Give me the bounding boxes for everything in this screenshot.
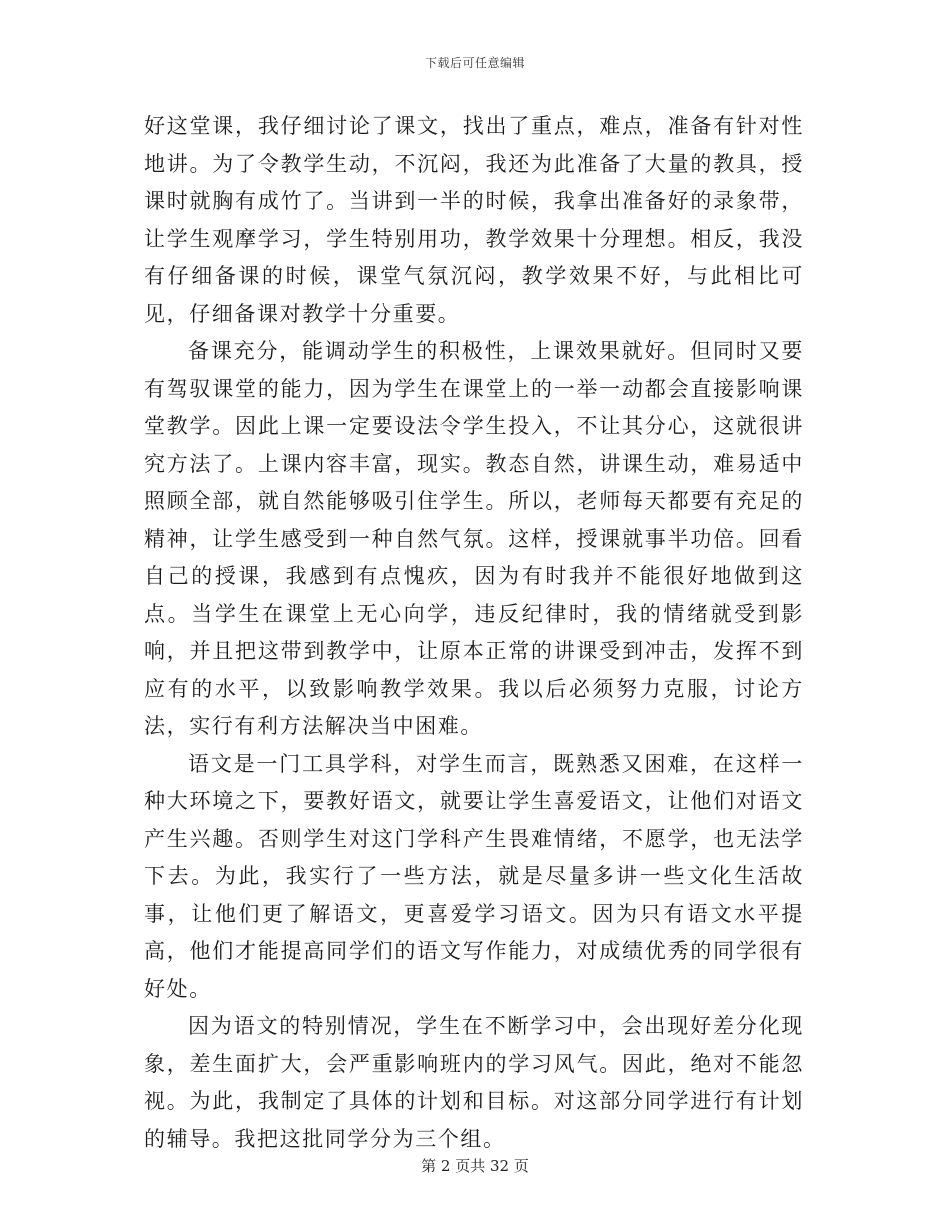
paragraph-1: 好这堂课，我仔细讨论了课文，找出了重点，难点，准备有针对性地讲。为了令教学生动，不沉闷，我还为此准备了大量的教具，授课时就胸有成竹了。当讲到一半的时候，我拿出准备好的录象带，让学生观摩学习，学生特别用功，教学效果十分理想。相反，我没有仔细备课的时候，课堂气氛沉闷，教学效果不好，与此相比可见，仔细备课对教学十分重要。: [144, 114, 804, 326]
page-footer: 第 2 页共 32 页: [421, 1157, 529, 1175]
paragraph-3: 语文是一门工具学科，对学生而言，既熟悉又困难，在这样一种大环境之下，要教好语文，就要让学生喜爱语文，让他们对语文产生兴趣。否则学生对这门学科产生畏难情绪，不愿学，也无法学下去。为此，我实行了一些方法，就是尽量多讲一些文化生活故事，让他们更了解语文，更喜爱学习语文。因为只有语文水平提高，他们才能提高同学们的语文写作能力，对成绩优秀的同学很有好处。: [144, 751, 804, 1001]
page-header: 下载后可任意编辑: [424, 56, 525, 70]
document-body: [144, 108, 804, 1158]
paragraph-2: 备课充分，能调动学生的积极性，上课效果就好。但同时又要有驾驭课堂的能力，因为学生在课堂上的一举一动都会直接影响课堂教学。因此上课一定要设法令学生投入，不让其分心，这就很讲究方法了。上课内容丰富，现实。教态自然，讲课生动，难易适中照顾全部，就自然能够吸引住学生。所以，老师每天都要有充足的精神，让学生感受到一种自然气氛。这样，授课就事半功倍。回看自己的授课，我感到有点愧疚，因为有时我并不能很好地做到这点。当学生在课堂上无心向学，违反纪律时，我的情绪就受到影响，并且把这带到教学中，让原本正常的讲课受到冲击，发挥不到应有的水平，以致影响教学效果。我以后必须努力克服，讨论方法，实行有利方法解决当中困难。: [144, 339, 804, 738]
paragraph-4: 因为语文的特别情况，学生在不断学习中，会出现好差分化现象，差生面扩大，会严重影响班内的学习风气。因此，绝对不能忽视。为此，我制定了具体的计划和目标。对这部分同学进行有计划的辅导。我把这批同学分为三个组。: [144, 1014, 804, 1151]
